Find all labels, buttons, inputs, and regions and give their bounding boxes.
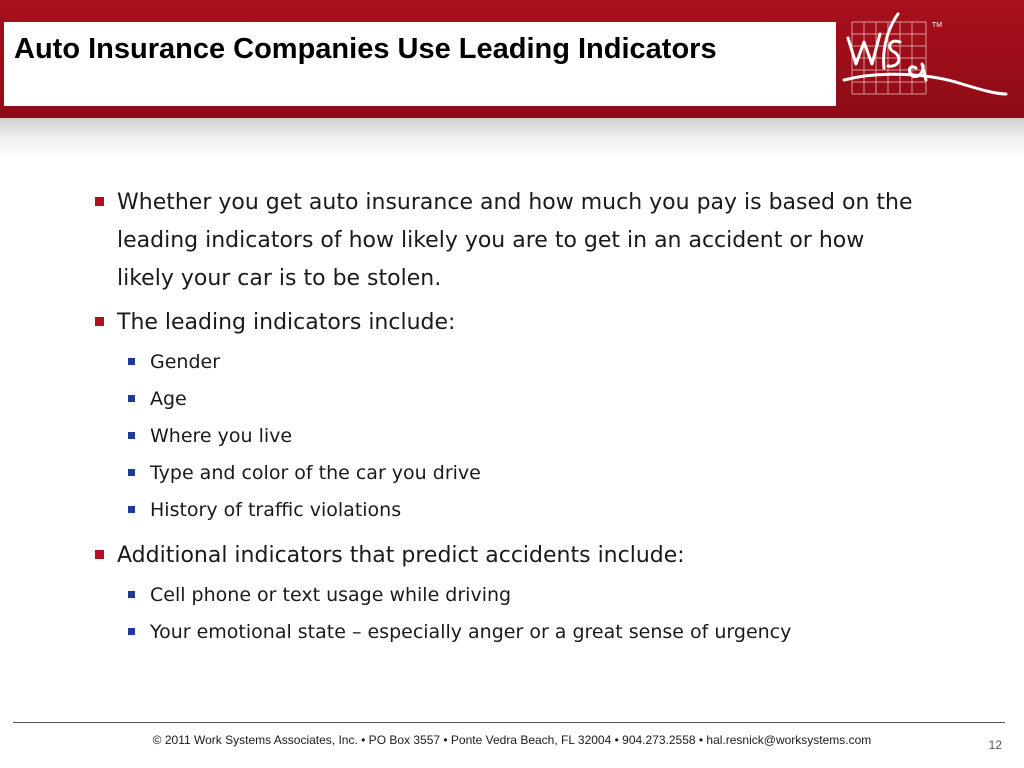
- title-box: [4, 22, 836, 106]
- header-shadow: [0, 118, 1024, 158]
- bullet-text: The leading indicators include:: [117, 310, 456, 335]
- footer-divider: [13, 722, 1005, 723]
- wsa-logo-graphic: [842, 8, 1010, 108]
- sub-bullet-text: Gender: [150, 351, 221, 373]
- sub-bullet-item: [90, 492, 920, 529]
- square-bullet-icon: [128, 358, 135, 365]
- sub-bullet-item: [90, 455, 920, 492]
- wsa-logo: [842, 8, 1010, 108]
- bullet-item-additional-indicators: [90, 537, 920, 575]
- bullet-item-insurance: [90, 184, 920, 298]
- sub-bullet-text: Where you live: [150, 425, 293, 447]
- sub-bullet-text: Cell phone or text usage while driving: [150, 584, 512, 606]
- sub-bullet-item: [90, 614, 920, 651]
- footer-text: © 2011 Work Systems Associates, Inc. • PO Box 3557 • Ponte Vedra Beach, FL 32004 • 904.273.2558 • hal.resnick@worksystems.com: [152, 733, 872, 747]
- square-bullet-icon: [128, 469, 135, 476]
- leading-indicators-sublist: [90, 344, 920, 529]
- sub-bullet-item: [90, 344, 920, 381]
- square-bullet-icon: [128, 432, 135, 439]
- square-bullet-icon: [95, 550, 104, 559]
- bullet-text: Additional indicators that predict accidents include:: [117, 543, 685, 568]
- content-list: [90, 184, 920, 659]
- square-bullet-icon: [128, 591, 135, 598]
- bullet-item-leading-indicators: [90, 304, 920, 342]
- bullet-text: Whether you get auto insurance and how much you pay is based on the leading indicators of how likely you are to get in an accident or how likely your car is to be stolen.: [117, 190, 913, 291]
- square-bullet-icon: [128, 506, 135, 513]
- square-bullet-icon: [95, 197, 104, 206]
- additional-indicators-sublist: [90, 577, 920, 651]
- sub-bullet-text: Your emotional state – especially anger or a great sense of urgency: [150, 621, 792, 643]
- square-bullet-icon: [128, 395, 135, 402]
- sub-bullet-text: Type and color of the car you drive: [150, 462, 481, 484]
- square-bullet-icon: [128, 628, 135, 635]
- sub-bullet-item: [90, 418, 920, 455]
- slide-title: Auto Insurance Companies Use Leading Indicators: [14, 33, 717, 65]
- sub-bullet-text: Age: [150, 388, 187, 410]
- sub-bullet-item: [90, 381, 920, 418]
- page-number: 12: [988, 738, 1002, 752]
- sub-bullet-text: History of traffic violations: [150, 499, 402, 521]
- square-bullet-icon: [95, 317, 104, 326]
- trademark-mark: TM: [932, 22, 943, 29]
- sub-bullet-item: [90, 577, 920, 614]
